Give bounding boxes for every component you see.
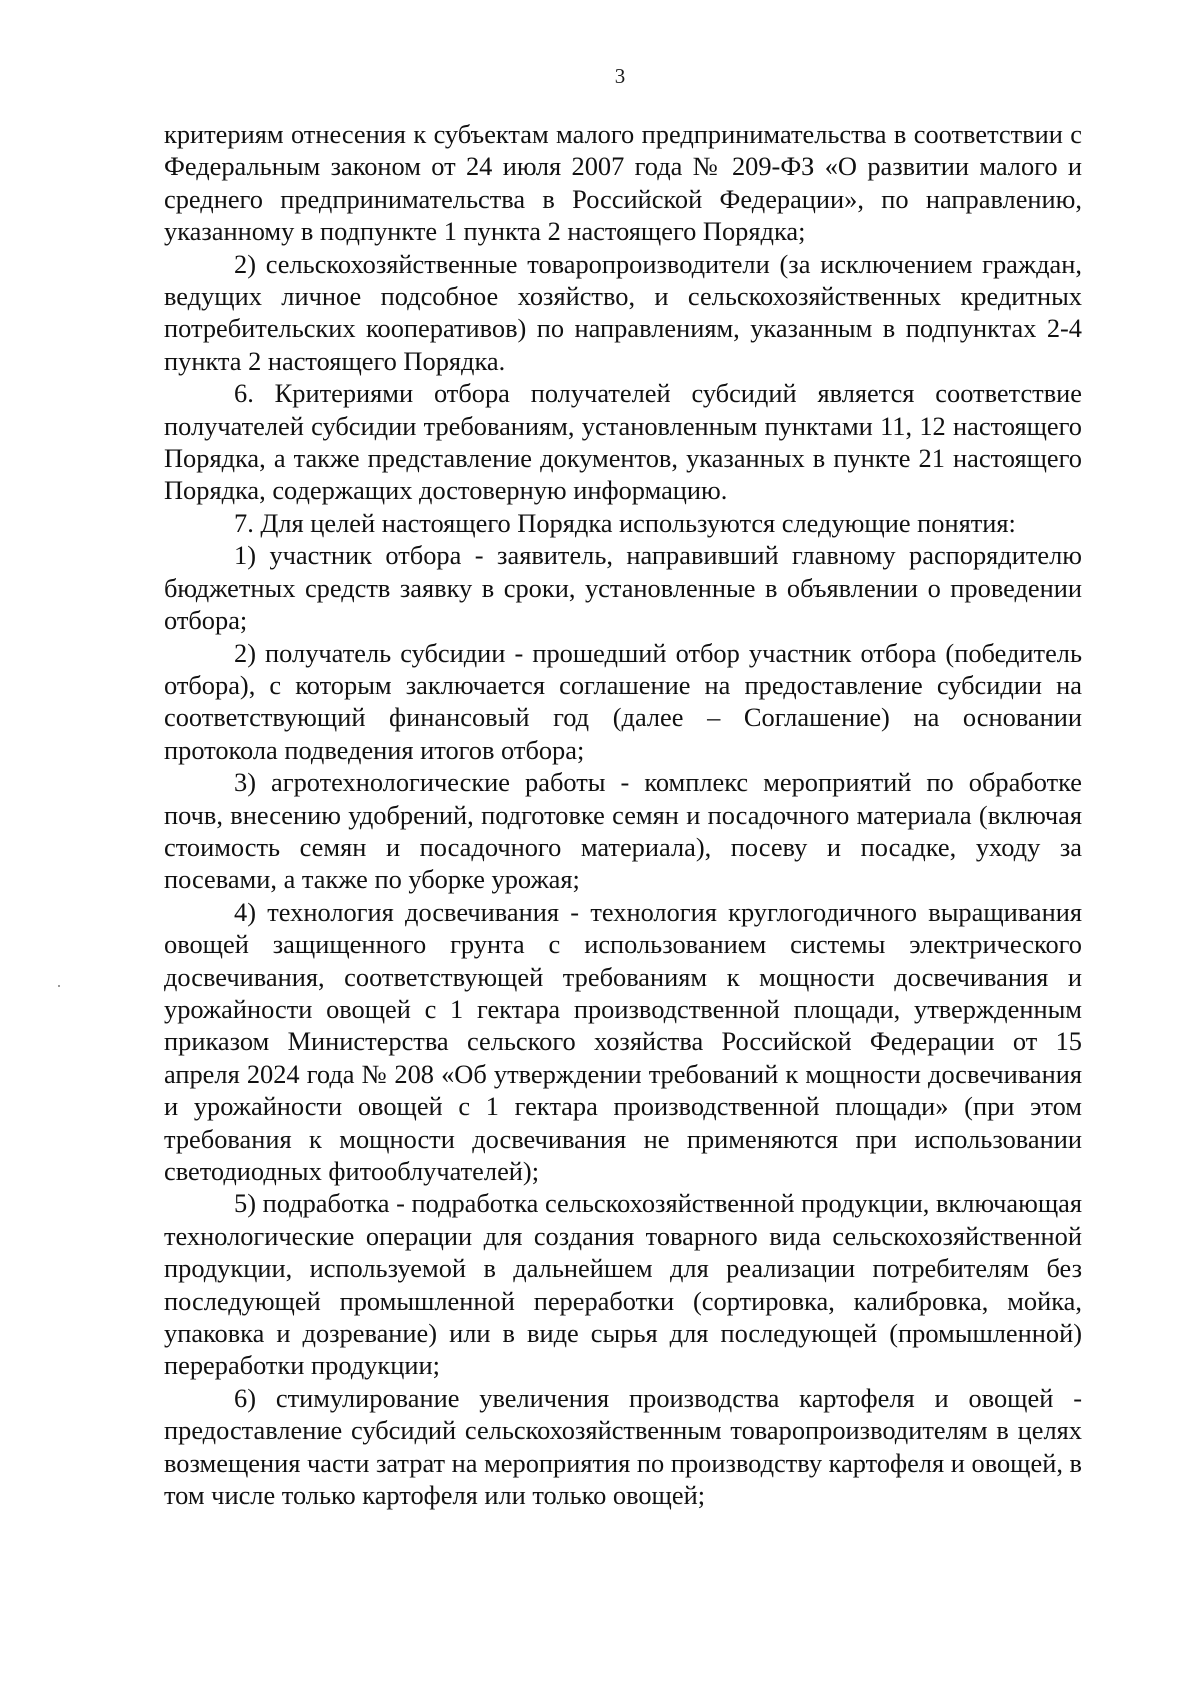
scan-speck xyxy=(58,985,60,987)
paragraph-6: 6. Критериями отбора получателей субсидий является соответствие получателей субсидии требованиям, установленным пунктами 11, 12 настоящего Порядка, а также представление документов, указанных в пункте 21 настоящего Порядка, содержащих достоверную информацию. xyxy=(164,378,1082,506)
paragraph-7: 7. Для целей настоящего Порядка используются следующие понятия: xyxy=(234,507,1016,538)
definition-6: 6) стимулирование увеличения производства картофеля и овощей - предоставление субсидий сельскохозяйственным товаропроизводителям в целях возмещения части затрат на мероприятия по производству картофеля и овощей, в том числе только картофеля или только овощей; xyxy=(164,1382,1082,1511)
document-body xyxy=(164,118,1082,1511)
definition-2: 2) получатель субсидии - прошедший отбор участник отбора (победитель отбора), с которым заключается соглашение на предоставление субсидии на соответствующий финансовый год (далее – Соглашение) на основании протокола подведения итогов отбора; xyxy=(164,637,1082,765)
definition-5: 5) подработка - подработка сельскохозяйственной продукции, включающая технологические операции для создания товарного вида сельскохозяйственной продукции, используемой в дальнейшем для реализации потребителям без последующей промышленной переработки (сортировка, калибровка, мойка, упаковка и дозревание) или в виде сырья для последующей (промышленной) переработки продукции; xyxy=(164,1188,1082,1381)
definition-3: 3) агротехнологические работы - комплекс мероприятий по обработке почв, внесению удобрений, подготовке семян и посадочного материала (включая стоимость семян и посадочного материала), посеву и посадке, уходу за посевами, а также по уборке урожая; xyxy=(164,767,1082,895)
definition-4: 4) технология досвечивания - технология круглогодичного выращивания овощей защищенного грунта с использованием системы электрического досвечивания, соответствующей требованиям к мощности досвечивания и урожайности овощей с 1 гектара производственной площади, утвержденным приказом Министерства сельского хозяйства Российской Федерации от 15 апреля 2024 года № 208 «Об утверждении требований к мощности досвечивания и урожайности овощей с 1 гектара производственной площади» (при этом требования к мощности досвечивания не применяются при использовании светодиодных фитооблучателей); xyxy=(164,896,1082,1186)
definition-1: 1) участник отбора - заявитель, направивший главному распорядителю бюджетных средств заявку в сроки, установленные в объявлении о проведении отбора; xyxy=(164,540,1082,636)
paragraph-continuation: критериям отнесения к субъектам малого предпринимательства в соответствии с Федеральным законом от 24 июля 2007 года № 209-ФЗ «О развитии малого и среднего предпринимательства в Российской Федерации», по направлению, указанному в подпункте 1 пункта 2 настоящего Порядка; xyxy=(164,119,1082,247)
page-number: 3 xyxy=(614,64,626,88)
paragraph-item-2: 2) сельскохозяйственные товаропроизводители (за исключением граждан, ведущих личное подсобное хозяйство, и сельскохозяйственных кредитных потребительских кооперативов) по направлениям, указанным в подпунктах 2-4 пункта 2 настоящего Порядка. xyxy=(164,248,1082,376)
